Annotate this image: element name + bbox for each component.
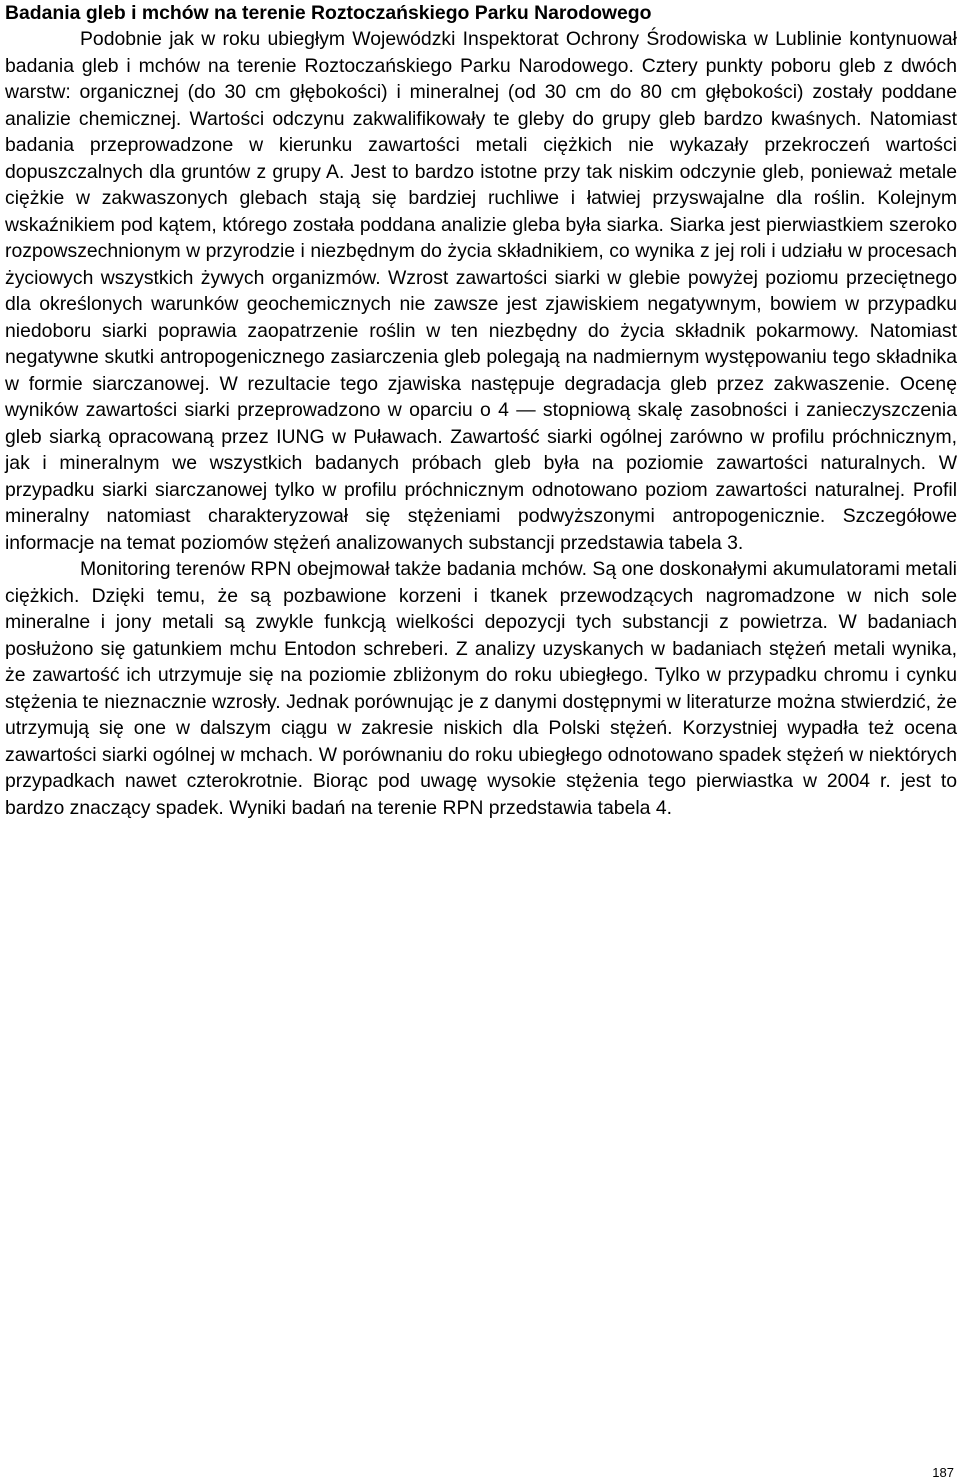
paragraph-moss-study: Monitoring terenów RPN obejmował także badania mchów. Są one doskonałymi akumulatorami metali ciężkich. Dzięki temu, że są pozbawione korzeni i tkanek przewodzących nagromadzone w nich sole mineralne i jony metali są zwykle funkcją wielkości depozycji tych substancji z powietrza. W badaniach posłużono się gatunkiem mchu Entodon schreberi. Z analizy uzyskanych w badaniach stężeń metali wynika, że zawartość ich utrzymuje się na poziomie zbliżonym do roku ubiegłego. Tylko w przypadku chromu i cynku stężenia te nieznacznie wzrosły. Jednak porównując je z danymi dostępnymi w literaturze można stwierdzić, że utrzymują się one w dalszym ciągu w zakresie niskich dla Polski stężeń. Korzystniej wypadła też ocena zawartości siarki ogólnej w mchach. W porównaniu do roku ubiegłego odnotowano spadek stężeń w niektórych przypadkach nawet czterokrotnie. Biorąc pod uwagę wysokie stężenia tego pierwiastka w 2004 r. jest to bardzo znaczący spadek. Wyniki badań na terenie RPN przedstawia tabela 4.: [5, 558, 957, 819]
paragraph-soil-study: Podobnie jak w roku ubiegłym Wojewódzki Inspektorat Ochrony Środowiska w Lublinie kontynuował badania gleb i mchów na terenie Roztoczańskiego Parku Narodowego. Cztery punkty poboru gleb z dwóch warstw: organicznej (do 30 cm głębokości) i mineralnej (od 30 cm do 80 cm głębokości) zostały poddane analizie chemicznej. Wartości odczynu zakwalifikowały te gleby do grupy gleb bardzo kwaśnych. Natomiast badania przeprowadzone w kierunku zawartości metali ciężkich nie wykazały przekroczeń wartości dopuszczalnych dla gruntów z grupy A. Jest to bardzo istotne przy tak niskim odczynie gleb, ponieważ metale ciężkie w zakwaszonych glebach stają się bardziej ruchliwe i łatwiej przyswajalne dla roślin. Kolejnym wskaźnikiem pod kątem, którego została poddana analizie gleba była siarka. Siarka jest pierwiastkiem szeroko rozpowszechnionym w przyrodzie i niezbędnym do życia składnikiem, co wynika z jej roli i udziału w procesach życiowych wszystkich żywych organizmów. Wzrost zawartości siarki w glebie powyżej poziomu przeciętnego dla określonych warunków geochemicznych nie zawsze jest zjawiskiem negatywnym, bowiem w przypadku niedoboru siarki poprawia zaopatrzenie roślin w ten niezbędny do życia składnik pokarmowy. Natomiast negatywne skutki antropogenicznego zasiarczenia gleb polegają na nadmiernym występowaniu tego składnika w formie siarczanowej. W rezultacie tego zjawiska następuje degradacja gleb przez zakwaszenie. Ocenę wyników zawartości siarki przeprowadzono w oparciu o 4 — stopniową skalę zasobności i zanieczyszczenia gleb siarką opracowaną przez IUNG w Puławach. Zawartość siarki ogólnej zarówno w profilu próchnicznym, jak i mineralnym we wszystkich badanych próbach gleb była na poziomie zawartości naturalnych. W przypadku siarki siarczanowej tylko w profilu próchnicznym odnotowano poziom zawartości naturalnej. Profil mineralny natomiast charakteryzował się stężeniami podwyższonymi antropogenicznie. Szczegółowe informacje na temat poziomów stężeń analizowanych substancji przedstawia tabela 3.: [5, 28, 957, 554]
page-number: 187: [932, 1465, 954, 1480]
section-heading: Badania gleb i mchów na terenie Roztoczańskiego Parku Narodowego: [5, 2, 652, 24]
document-page: [5, 0, 957, 821]
